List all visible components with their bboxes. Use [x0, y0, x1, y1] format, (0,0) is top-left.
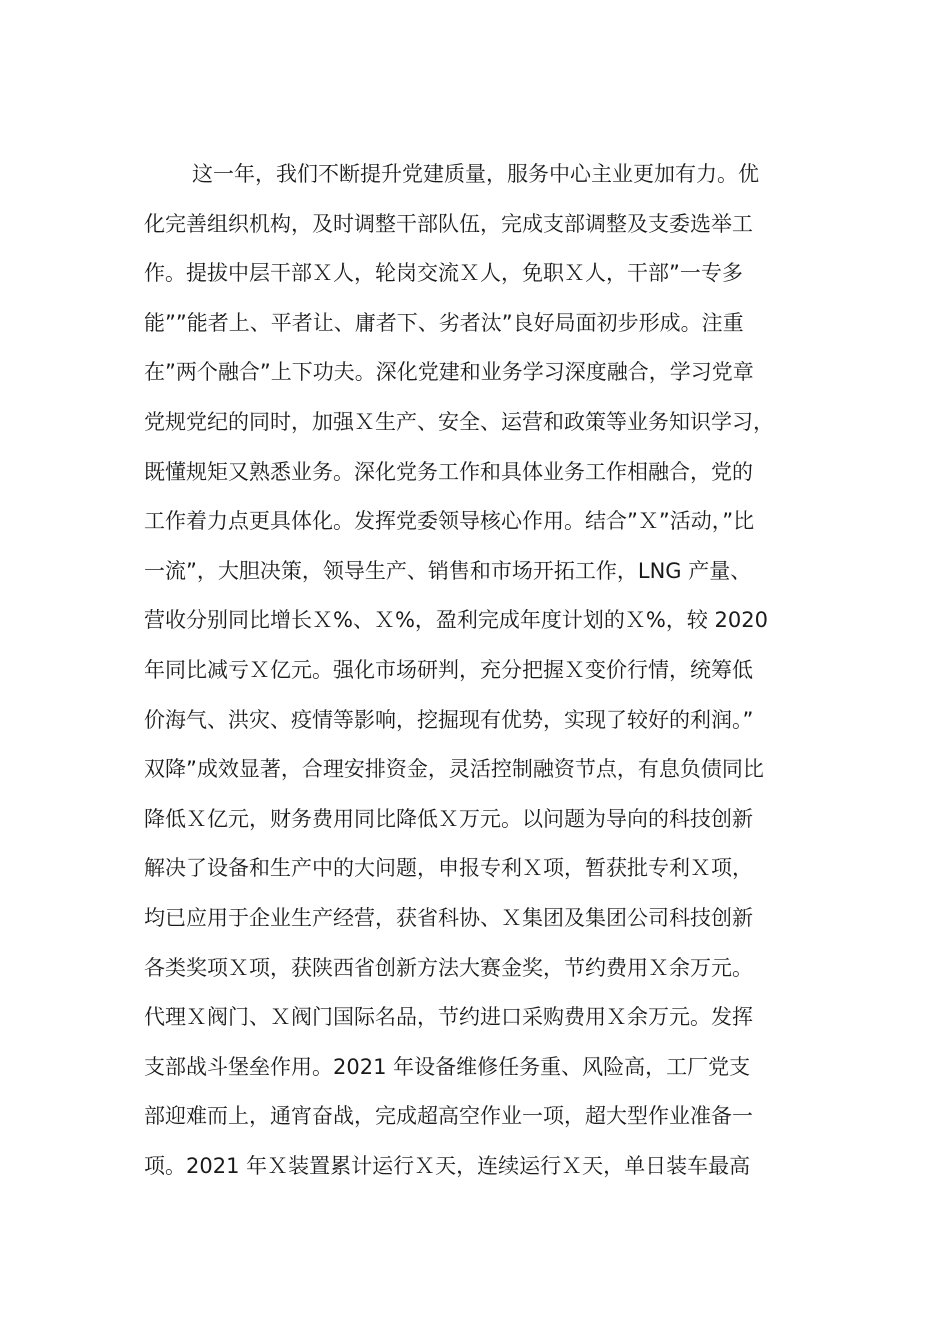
- text-line: 在”两个融合”上下功夫。深化党建和业务学习深度融合，学习党章: [144, 360, 754, 385]
- text-line: 均已应用于企业生产经营，获省科协、Ｘ集团及集团公司科技创新: [144, 905, 753, 930]
- text-line: 各类奖项Ｘ项，获陕西省创新方法大赛金奖，节约费用Ｘ余万元。: [144, 955, 753, 980]
- text-line: 支部战斗堡垒作用。2021 年设备维修任务重、风险高，工厂党支: [144, 1054, 751, 1079]
- text-line: 解决了设备和生产中的大问题，申报专利Ｘ项，暂获批专利Ｘ项，: [144, 856, 753, 881]
- text-line: 党规党纪的同时，加强Ｘ生产、安全、运营和政策等业务知识学习，: [144, 409, 774, 434]
- text-line: 降低Ｘ亿元，财务费用同比降低Ｘ万元。以问题为导向的科技创新: [144, 806, 753, 831]
- text-line: 这一年，我们不断提升党建质量，服务中心主业更加有力。优: [192, 162, 759, 186]
- text-line: 双降”成效显著，合理安排资金，灵活控制融资节点，有息负债同比: [144, 757, 764, 782]
- body-paragraph: [144, 150, 834, 1191]
- text-line: 年同比减亏Ｘ亿元。强化市场研判，充分把握Ｘ变价行情，统筹低: [144, 657, 753, 682]
- text-line: 既懂规矩又熟悉业务。深化党务工作和具体业务工作相融合，党的: [144, 459, 753, 484]
- text-line: 代理Ｘ阀门、Ｘ阀门国际名品，节约进口采购费用Ｘ余万元。发挥: [144, 1005, 753, 1030]
- text-line: 项。2021 年Ｘ装置累计运行Ｘ天，连续运行Ｘ天，单日装车最高: [144, 1153, 751, 1178]
- text-line: 化完善组织机构，及时调整干部队伍，完成支部调整及支委选举工: [144, 211, 753, 236]
- text-line: 作。提拔中层干部Ｘ人，轮岗交流Ｘ人，免职Ｘ人，干部”一专多: [144, 261, 743, 286]
- text-line: 一流”，大胆决策，领导生产、销售和市场开拓工作，LNG 产量、: [144, 558, 752, 583]
- text-line: 价海气、洪灾、疫情等影响，挖掘现有优势，实现了较好的利润。”: [144, 707, 754, 732]
- text-line: 能””能者上、平者让、庸者下、劣者汰”良好局面初步形成。注重: [144, 310, 744, 335]
- text-line: 部迎难而上，通宵奋战，完成超高空作业一项，超大型作业准备一: [144, 1104, 753, 1129]
- text-line: 工作着力点更具体化。发挥党委领导核心作用。结合”Ｘ”活动，”比: [144, 509, 755, 534]
- text-line: 营收分别同比增长Ｘ%、Ｘ%，盈利完成年度计划的Ｘ%，较 2020: [144, 608, 768, 633]
